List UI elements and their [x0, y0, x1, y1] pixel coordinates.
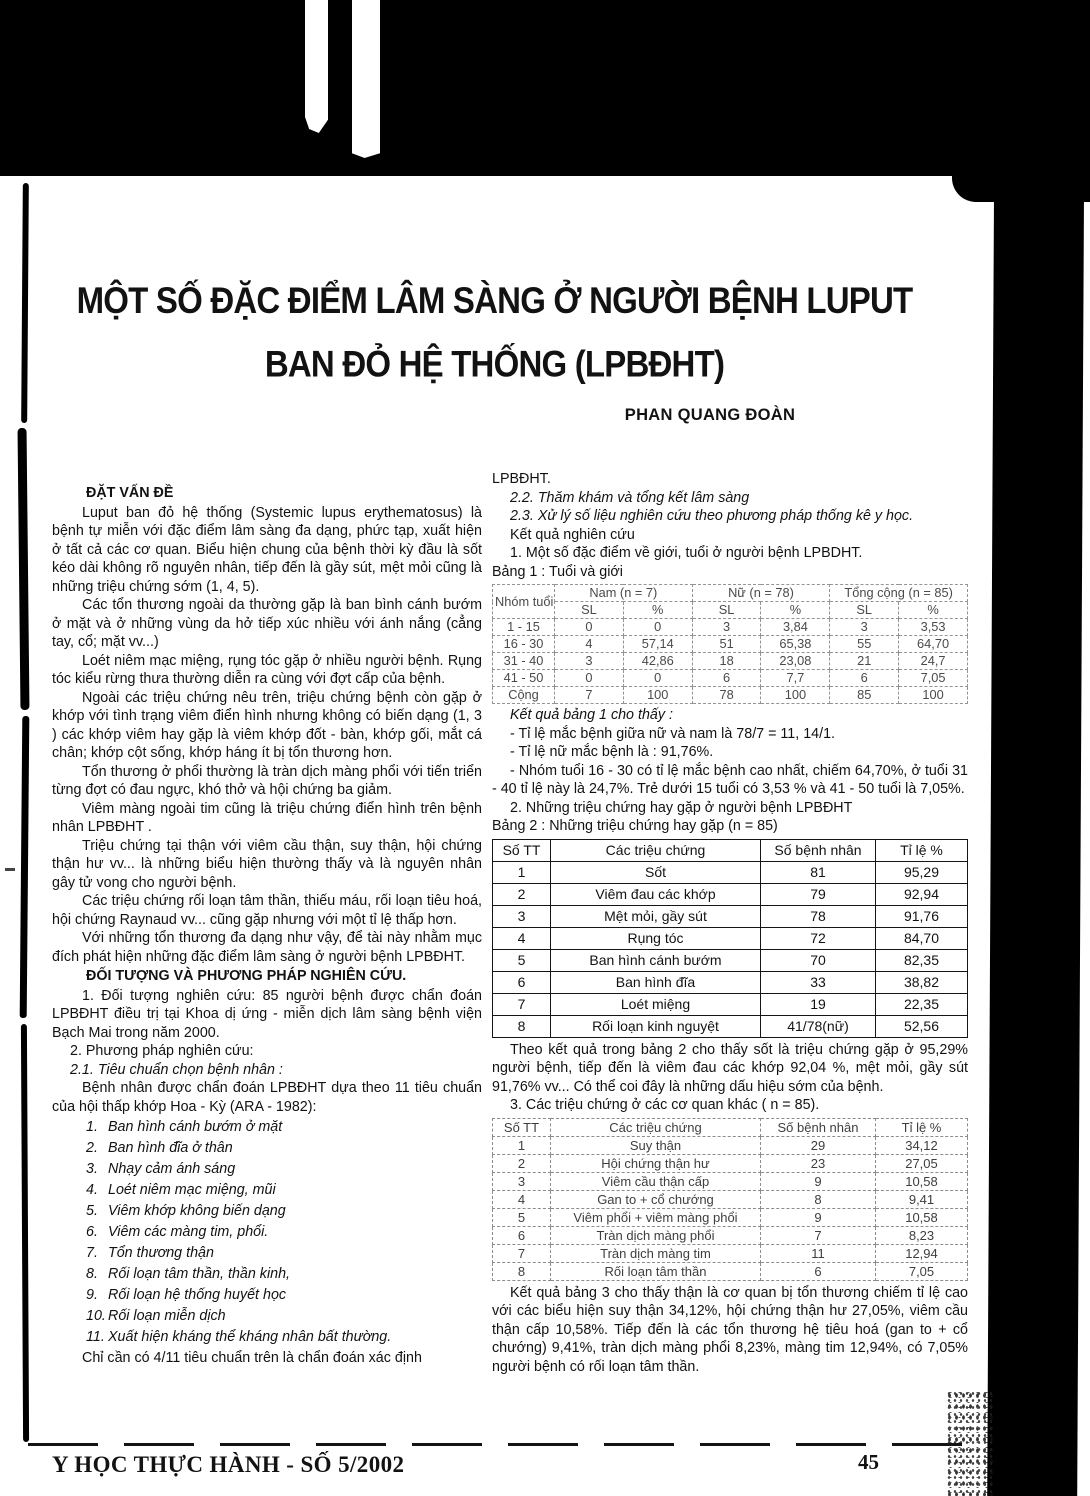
- cell: 82,35: [876, 949, 968, 971]
- table-header-row: [493, 585, 968, 602]
- cell: 29: [761, 1136, 876, 1154]
- cell: 79: [761, 883, 876, 905]
- page-number: 45: [858, 1450, 879, 1474]
- cell: 3: [692, 619, 761, 636]
- paragraph: Bệnh nhân được chẩn đoán LPBĐHT dựa theo 11 tiêu chuẩn của hội thấp khớp Hoa - Kỳ (ARA - 1982):: [52, 1080, 482, 1115]
- bullet-line: - Tỉ lệ nữ mắc bệnh là : 91,76%.: [510, 744, 714, 760]
- table-header: [493, 585, 968, 619]
- cell: 34,12: [876, 1136, 968, 1154]
- list-item-number: 11.: [86, 1329, 105, 1345]
- cell: 7,05: [876, 1262, 968, 1280]
- cell: 0: [623, 670, 692, 687]
- cell: 9: [761, 1208, 876, 1226]
- result-item-2: 2. Những triệu chứng hay gặp ở người bệnh LPBĐHT: [510, 799, 853, 816]
- list-item: [52, 1138, 482, 1159]
- list-item-text: Rối loạn tâm thần, thần kinh,: [108, 1266, 290, 1282]
- scan-spine-mark: [21, 1024, 29, 1442]
- cell: 3: [555, 653, 624, 670]
- cell: 95,29: [876, 861, 968, 883]
- list-item-text: Nhạy cảm ánh sáng: [108, 1161, 236, 1177]
- table-header-row: [493, 839, 968, 861]
- table-row: [493, 861, 968, 883]
- cell: Rụng tóc: [551, 927, 761, 949]
- list-item: [52, 1264, 482, 1285]
- list-item-number: 8.: [86, 1266, 98, 1282]
- cell: Loét miệng: [551, 993, 761, 1015]
- list-item: [52, 1159, 482, 1180]
- list-item-number: 3.: [86, 1161, 98, 1177]
- cell: 9: [761, 1172, 876, 1190]
- column-header: %: [899, 602, 968, 619]
- title-line2: BAN ĐỎ HỆ THỐNG (LPBĐHT): [264, 343, 725, 385]
- cell: Tràn dịch màng tim: [551, 1244, 761, 1262]
- cell: 27,05: [876, 1154, 968, 1172]
- column-header: Các triệu chứng: [551, 1118, 761, 1136]
- table-subheader-row: [493, 602, 968, 619]
- diagnostic-criteria-list: [52, 1117, 482, 1348]
- cell: 11: [761, 1244, 876, 1262]
- list-item: [52, 1306, 482, 1327]
- cell: 2: [493, 1154, 551, 1172]
- list-item-number: 4.: [86, 1182, 98, 1198]
- results-heading: Kết quả nghiên cứu: [510, 526, 635, 543]
- table-row: [493, 1262, 968, 1280]
- cell: 23: [761, 1154, 876, 1172]
- list-item-number: 10.: [86, 1308, 106, 1324]
- column-group-header: Nam (n = 7): [555, 585, 693, 602]
- cell: 85: [830, 687, 899, 704]
- cell: 8: [761, 1190, 876, 1208]
- table-row: [493, 653, 968, 670]
- table-header-row: [493, 1118, 968, 1136]
- cell: 4: [493, 1190, 551, 1208]
- table-body: [493, 619, 968, 704]
- author-name: PHAN QUANG ĐOÀN: [624, 406, 796, 424]
- cell: 6: [692, 670, 761, 687]
- paragraph: Chỉ cần có 4/11 tiêu chuẩn trên là chẩn đoán xác định: [82, 1350, 422, 1366]
- column-header: Số TT: [493, 1118, 551, 1136]
- cell: 6: [493, 971, 551, 993]
- list-item-text: Viêm khớp không biến dạng: [108, 1203, 286, 1219]
- table-row: [493, 883, 968, 905]
- paragraph: Loét niêm mạc miệng, rụng tóc gặp ở nhiều người bệnh. Rụng tóc kiểu rừng thưa thường diễn ra cùng với đợt cấp của bệnh.: [52, 652, 482, 687]
- cell: 2: [493, 883, 551, 905]
- column-header: SL: [692, 602, 761, 619]
- table-row: [493, 993, 968, 1015]
- cell: Ban hình đĩa: [551, 971, 761, 993]
- cell: 7,05: [899, 670, 968, 687]
- cell: 22,35: [876, 993, 968, 1015]
- cell: Hội chứng thận hư: [551, 1154, 761, 1172]
- column-header: Tỉ lệ %: [876, 839, 968, 861]
- list-item: [52, 1222, 482, 1243]
- list-item-text: Loét niêm mạc miệng, mũi: [108, 1182, 276, 1198]
- table2-caption: Bảng 2 : Những triệu chứng hay gặp (n = 85): [492, 818, 778, 834]
- cell: 16 - 30: [493, 636, 555, 653]
- cell: Gan to + cổ chướng: [551, 1190, 761, 1208]
- table-body: [493, 861, 968, 1037]
- column-header: %: [623, 602, 692, 619]
- cell: 52,56: [876, 1015, 968, 1037]
- list-item-text: Tổn thương thận: [108, 1245, 214, 1261]
- column-header: Nhóm tuổi: [493, 585, 555, 619]
- cell: 100: [761, 687, 830, 704]
- cell: 100: [899, 687, 968, 704]
- list-item-number: 9.: [86, 1287, 98, 1303]
- cell: 5: [493, 949, 551, 971]
- cell: 0: [555, 619, 624, 636]
- subsection-2-2: 2.2. Thăm khám và tổng kết lâm sàng: [510, 489, 750, 506]
- paragraph: 1. Đối tượng nghiên cứu: 85 người bệnh được chẩn đoán LPBĐHT điều trị tại Khoa dị ứng - miễn dịch lâm sàng bệnh viện Bạch Mai trong năm 2000.: [52, 987, 482, 1041]
- cell: 19: [761, 993, 876, 1015]
- cell: 42,86: [623, 653, 692, 670]
- list-item-text: Rối loạn miễn dịch: [108, 1308, 226, 1324]
- column-header: %: [761, 602, 830, 619]
- cell: Cộng: [493, 687, 555, 704]
- cell: 18: [692, 653, 761, 670]
- cell: 3: [830, 619, 899, 636]
- result-item-1: 1. Một số đặc điểm về giới, tuổi ở người bệnh LPBDHT.: [510, 545, 863, 561]
- table-row: [493, 1244, 968, 1262]
- cell: 51: [692, 636, 761, 653]
- cell: 3,84: [761, 619, 830, 636]
- cell: 78: [761, 905, 876, 927]
- section-heading-doi-tuong: ĐỐI TƯỢNG VÀ PHƯƠNG PHÁP NGHIÊN CỨU.: [86, 968, 407, 984]
- title-line1: MỘT SỐ ĐẶC ĐIỂM LÂM SÀNG Ở NGƯỜI BỆNH LUPUT: [76, 279, 913, 321]
- table-row: [493, 905, 968, 927]
- table-row: [493, 1208, 968, 1226]
- table-row: [493, 687, 968, 704]
- paragraph: Luput ban đỏ hệ thống (Systemic lupus erythematosus) là bệnh tự miễn với đặc điểm lâm sàng đa dạng, phức tạp, xuất hiện ở tất cả các cơ quan. Biểu hiện chung của bệnh thời kỳ đầu là sốt kéo dài không rõ nguyên nhân, tiếp đến là gầy sút, mệt mỏi cũng là những triệu chứng sớm (1, 4, 5).: [52, 504, 482, 595]
- cell: Sốt: [551, 861, 761, 883]
- paragraph: Triệu chứng tại thận với viêm cầu thận, suy thận, hội chứng thận hư vv... là những biểu hiện thường thấy và là nguyên nhân gây tử vong cho người bệnh.: [52, 837, 482, 891]
- cell: 4: [493, 927, 551, 949]
- bullet-line: - Tỉ lệ mắc bệnh giữa nữ và nam là 78/7 = 11, 14/1.: [510, 725, 835, 742]
- cell: 10,58: [876, 1208, 968, 1226]
- paragraph: Kết quả bảng 3 cho thấy thận là cơ quan bị tổn thương chiếm tỉ lệ cao với các biểu hiện suy thận 34,12%, hội chứng thận hư 27,05%, viêm cầu thận cấp 10,58%. Tiếp đến là các tổn thương hệ tiêu hoá (gan to + cổ chướng) 9,41%, tràn dịch màng phổi 8,23%, màng tim 12,94%, có 7,05% người bệnh có rối loạn tâm thần.: [492, 1284, 968, 1375]
- table1-caption: Bảng 1 : Tuổi và giới: [492, 563, 623, 580]
- cell: 9,41: [876, 1190, 968, 1208]
- paragraph: Viêm màng ngoài tim cũng là triệu chứng điển hình trên bệnh nhân LPBĐHT .: [52, 800, 482, 835]
- table-row: [493, 1136, 968, 1154]
- table-header: [493, 839, 968, 861]
- column-header: Tỉ lệ %: [876, 1118, 968, 1136]
- column-header: Số bệnh nhân: [761, 1118, 876, 1136]
- cell: 3: [493, 905, 551, 927]
- cell: Viêm phổi + viêm màng phổi: [551, 1208, 761, 1226]
- cell: 33: [761, 971, 876, 993]
- column-header: SL: [830, 602, 899, 619]
- cell: 64,70: [899, 636, 968, 653]
- cell: 65,38: [761, 636, 830, 653]
- table-age-and-sex: [492, 584, 968, 704]
- cell: 1: [493, 861, 551, 883]
- cell: 7: [493, 993, 551, 1015]
- cell: 6: [761, 1262, 876, 1280]
- cell: 1 - 15: [493, 619, 555, 636]
- cell: 8: [493, 1015, 551, 1037]
- bullet-line: - Nhóm tuổi 16 - 30 có tỉ lệ mắc bệnh cao nhất, chiếm 64,70%, ở tuổi 31 - 40 tỉ lệ này là 24,7%. Trẻ dưới 15 tuổi có 3,53 % và 41 - 50 tuổi là 7,05%.: [492, 762, 968, 797]
- column-header: Số TT: [493, 839, 551, 861]
- column-header: Số bệnh nhân: [761, 839, 876, 861]
- paragraph: Các triệu chứng rối loạn tâm thần, thiếu máu, rối loạn tiêu hoá, hội chứng Raynaud vv... cũng gặp nhưng với một tỉ lệ thấp hơn.: [52, 893, 482, 928]
- column-header: SL: [555, 602, 624, 619]
- list-item-number: 6.: [86, 1224, 98, 1240]
- table-row: [493, 949, 968, 971]
- list-item-number: 1.: [86, 1119, 98, 1135]
- table1-results-intro: Kết quả bảng 1 cho thấy :: [510, 707, 673, 723]
- list-item: [52, 1327, 482, 1348]
- table-row: [493, 636, 968, 653]
- cell: 72: [761, 927, 876, 949]
- article-title: [42, 268, 947, 396]
- cell: 0: [555, 670, 624, 687]
- cell: 3: [493, 1172, 551, 1190]
- cell: Tràn dịch màng phổi: [551, 1226, 761, 1244]
- list-item-text: Ban hình đĩa ở thân: [108, 1140, 233, 1156]
- table-other-organ-symptoms: [492, 1118, 968, 1281]
- list-item-number: 7.: [86, 1245, 98, 1261]
- scan-white-stripe: [352, 0, 380, 158]
- cell: Viêm đau các khớp: [551, 883, 761, 905]
- cell: Suy thận: [551, 1136, 761, 1154]
- cell: 8,23: [876, 1226, 968, 1244]
- table-row: [493, 1154, 968, 1172]
- cell: 55: [830, 636, 899, 653]
- cell: 23,08: [761, 653, 830, 670]
- subsection-2-1: 2.1. Tiêu chuẩn chọn bệnh nhân :: [70, 1061, 283, 1078]
- list-item-number: 5.: [86, 1203, 98, 1219]
- cell: 38,82: [876, 971, 968, 993]
- scan-spine-mark: [18, 428, 30, 710]
- table-row: [493, 619, 968, 636]
- cell: 7: [761, 1226, 876, 1244]
- list-item-text: Ban hình cánh bướm ở mặt: [108, 1119, 283, 1135]
- cell: 7: [493, 1244, 551, 1262]
- list-item: [52, 1117, 482, 1138]
- cell: Ban hình cánh bướm: [551, 949, 761, 971]
- journal-footer: Y HỌC THỰC HÀNH - SỐ 5/2002: [52, 1452, 405, 1477]
- cell: 41/78(nữ): [761, 1015, 876, 1037]
- section-heading-dat-van-de: ĐẶT VẤN ĐỀ: [86, 485, 174, 501]
- scan-dark-edge-right: [987, 195, 1084, 1496]
- table-row: [493, 1015, 968, 1037]
- list-item: [52, 1243, 482, 1264]
- cell: 78: [692, 687, 761, 704]
- cell: 84,70: [876, 927, 968, 949]
- left-column: [52, 483, 482, 1368]
- cell: 41 - 50: [493, 670, 555, 687]
- list-item-text: Rối loạn hệ thống huyết học: [108, 1287, 287, 1303]
- cell: 91,76: [876, 905, 968, 927]
- cell: 81: [761, 861, 876, 883]
- column-header: Các triệu chứng: [551, 839, 761, 861]
- cell: 10,58: [876, 1172, 968, 1190]
- cell: 5: [493, 1208, 551, 1226]
- column-group-header: Nữ (n = 78): [692, 585, 830, 602]
- column-group-header: Tổng cộng (n = 85): [830, 585, 968, 602]
- list-item-number: 2.: [86, 1140, 98, 1156]
- table-row: [493, 927, 968, 949]
- cell: 31 - 40: [493, 653, 555, 670]
- cell: Rối loạn tâm thần: [551, 1262, 761, 1280]
- cell: Mệt mỏi, gầy sút: [551, 905, 761, 927]
- paragraph: Theo kết quả trong bảng 2 cho thấy sốt là triệu chứng gặp ở 95,29% người bệnh, tiếp đến là viêm đau các khớp 92,04 %, mệt mỏi, gầy sút 91,76% vv... Có thể coi đây là những dấu hiệu sớm của bệnh.: [492, 1041, 968, 1095]
- table-row: [493, 670, 968, 687]
- cell: 3,53: [899, 619, 968, 636]
- footer-divider: [28, 1443, 963, 1446]
- cell: Rối loạn kinh nguyệt: [551, 1015, 761, 1037]
- cell: 92,94: [876, 883, 968, 905]
- cell: Viêm cầu thận cấp: [551, 1172, 761, 1190]
- subsection-2-3: 2.3. Xử lý số liệu nghiên cứu theo phương pháp thống kê y học.: [510, 508, 914, 524]
- cell: 7,7: [761, 670, 830, 687]
- table-row: [493, 1172, 968, 1190]
- paragraph: Với những tổn thương đa dạng như vậy, để tài này nhằm mục đích phát hiện những đặc điểm lâm sàng ở người bệnh LPBĐHT.: [52, 930, 482, 965]
- cell: 12,94: [876, 1244, 968, 1262]
- cell: 70: [761, 949, 876, 971]
- table-header: [493, 1118, 968, 1136]
- scan-spine-mark: [20, 716, 30, 1018]
- list-item-text: Xuất hiện kháng thể kháng nhân bất thường.: [108, 1329, 392, 1345]
- paragraph: Tổn thương ở phổi thường là tràn dịch màng phổi với tiến triển từng đợt có đau ngực, khó thở và hội chứng ba giảm.: [52, 763, 482, 798]
- table-row: [493, 971, 968, 993]
- scan-spine-mark: [21, 183, 29, 423]
- cell: 1: [493, 1136, 551, 1154]
- cell: 24,7: [899, 653, 968, 670]
- scan-white-stripe: [305, 0, 328, 133]
- cell: 8: [493, 1262, 551, 1280]
- cell: 7: [555, 687, 624, 704]
- scan-margin-mark: [5, 868, 15, 871]
- cell: 6: [830, 670, 899, 687]
- list-item: [52, 1180, 482, 1201]
- cell: 21: [830, 653, 899, 670]
- list-item-text: Viêm các màng tim, phổi.: [108, 1224, 269, 1240]
- table-row: [493, 1226, 968, 1244]
- scan-dark-edge-top: [0, 0, 1090, 176]
- list-item: [52, 1285, 482, 1306]
- cell: 4: [555, 636, 624, 653]
- paragraph-continuation: LPBĐHT.: [492, 471, 551, 487]
- list-item: [52, 1201, 482, 1222]
- cell: 0: [623, 619, 692, 636]
- paragraph: Các tổn thương ngoài da thường gặp là ban bình cánh bướm ở mặt và ở những vùng da hở tiếp xúc nhiều với ánh nắng (cẳng tay, cổ; mặt vv...): [52, 597, 482, 650]
- paragraph: 2. Phương pháp nghiên cứu:: [70, 1043, 254, 1059]
- paragraph: Ngoài các triệu chứng nêu trên, triệu chứng bệnh còn gặp ở khớp với tình trạng viêm điển hình nhưng không có biến dạng (1, 3 ) các khớp viêm hay gặp là viêm khớp đốt - bàn, khớp gối, mắt cá chân; khớp cột sống, khớp háng ít bị tổn thương hơn.: [52, 689, 482, 761]
- table-common-symptoms: [492, 839, 968, 1038]
- cell: 6: [493, 1226, 551, 1244]
- table-body: [493, 1136, 968, 1280]
- table-row: [493, 1190, 968, 1208]
- result-item-3: 3. Các triệu chứng ở các cơ quan khác ( n = 85).: [510, 1097, 820, 1113]
- cell: 100: [623, 687, 692, 704]
- right-column: [492, 470, 968, 1376]
- cell: 57,14: [623, 636, 692, 653]
